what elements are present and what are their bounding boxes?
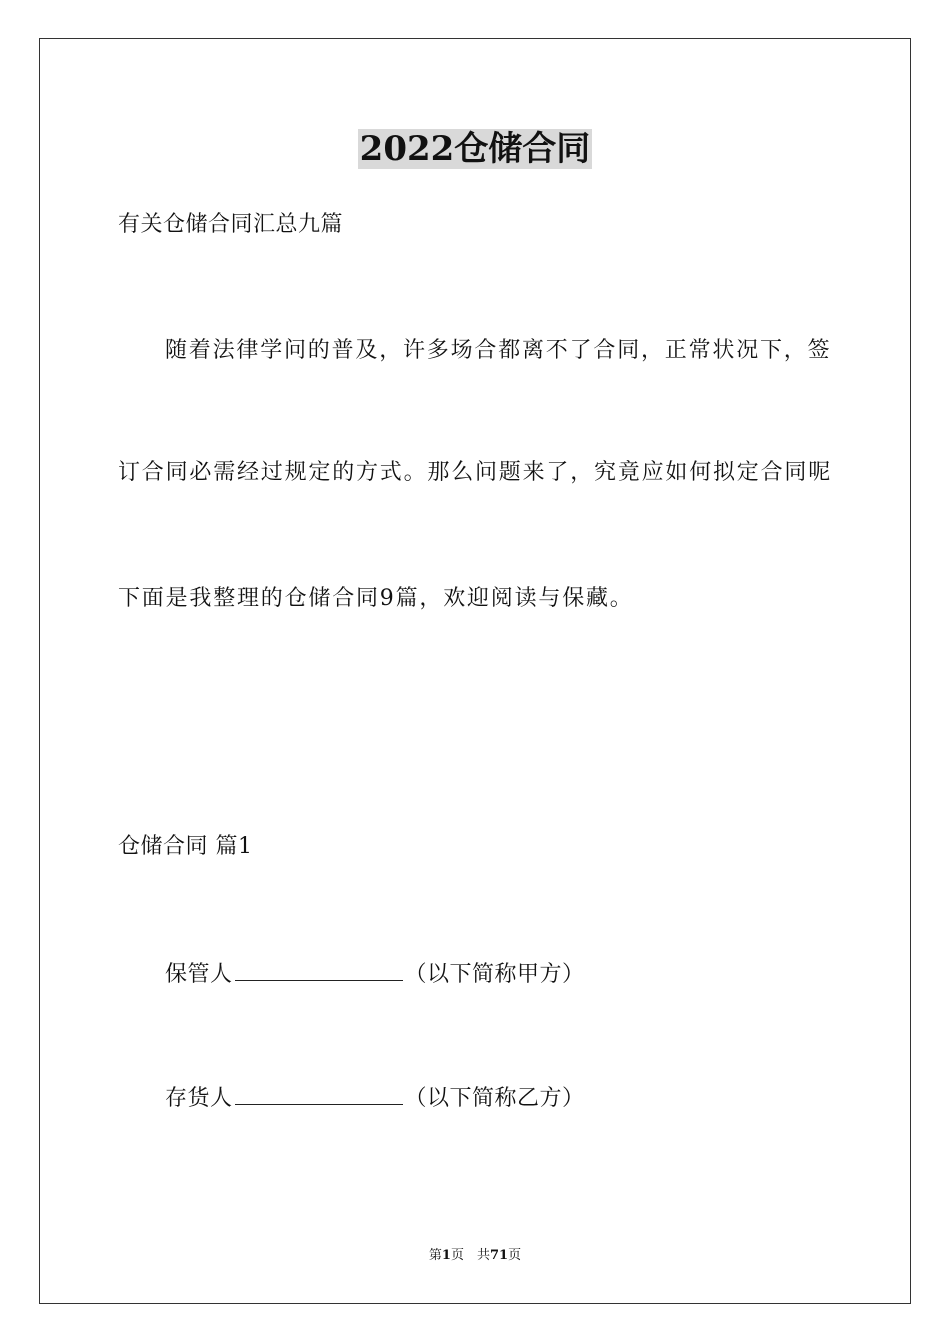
- custodian-suffix: （以下简称甲方）: [404, 962, 585, 987]
- document-title: [0, 126, 950, 172]
- depositor-line: [165, 1080, 585, 1114]
- depositor-label: 存货人: [165, 1086, 233, 1111]
- footer-total-pages: 71: [489, 1248, 509, 1263]
- section-heading: 仓储合同 篇1: [118, 834, 253, 859]
- custodian-blank: [235, 956, 403, 981]
- page-footer: [0, 1247, 950, 1265]
- footer-prefix: 第: [428, 1248, 442, 1263]
- depositor-blank: [235, 1080, 403, 1105]
- footer-current-page: 1: [441, 1248, 451, 1263]
- custodian-label: 保管人: [165, 962, 233, 987]
- depositor-suffix: （以下简称乙方）: [404, 1086, 585, 1111]
- footer-middle: 页 共: [450, 1248, 490, 1263]
- footer-suffix: 页: [508, 1248, 522, 1263]
- intro-line-3: 下面是我整理的仓储合同9篇，欢迎阅读与保藏。: [118, 586, 634, 611]
- document-title-text: 2022仓储合同: [359, 129, 591, 169]
- intro-line-1: 随着法律学问的普及，许多场合都离不了合同，正常状况下，签: [165, 338, 832, 363]
- document-subtitle: 有关仓储合同汇总九篇: [118, 212, 344, 237]
- custodian-line: [165, 956, 585, 990]
- intro-line-2: 订合同必需经过规定的方式。那么问题来了，究竟应如何拟定合同呢: [118, 460, 833, 485]
